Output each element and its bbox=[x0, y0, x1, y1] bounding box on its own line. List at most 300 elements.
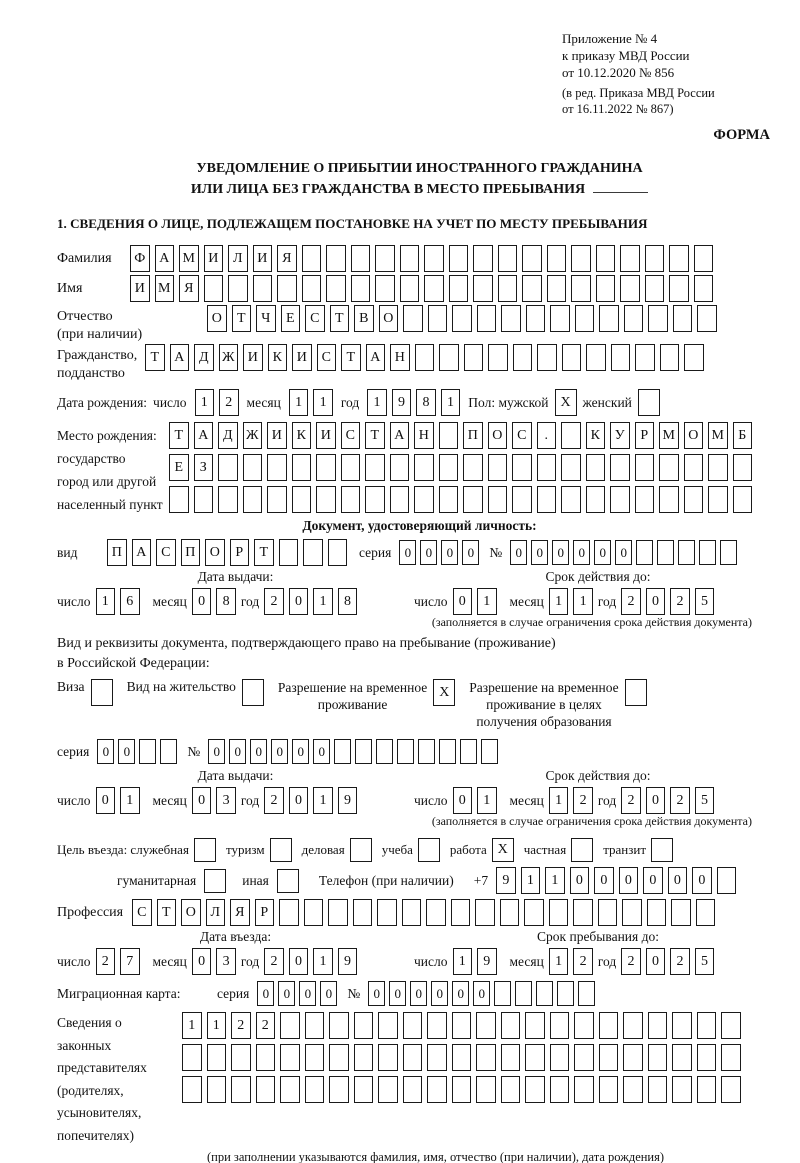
char-cell[interactable]: П bbox=[107, 539, 127, 566]
char-cell[interactable] bbox=[305, 1076, 325, 1103]
char-cell[interactable] bbox=[647, 899, 667, 926]
char-cell[interactable] bbox=[522, 275, 542, 302]
char-cell[interactable]: 5 bbox=[695, 588, 715, 615]
char-cell[interactable] bbox=[267, 486, 287, 513]
char-cell[interactable]: В bbox=[354, 305, 374, 332]
char-cell[interactable] bbox=[302, 275, 322, 302]
char-cell[interactable] bbox=[160, 739, 177, 764]
char-cell[interactable]: А bbox=[194, 422, 214, 449]
char-cell[interactable] bbox=[697, 305, 717, 332]
char-cell[interactable]: У bbox=[610, 422, 630, 449]
char-cell[interactable]: М bbox=[708, 422, 728, 449]
char-cell[interactable]: А bbox=[155, 245, 175, 272]
char-cell[interactable] bbox=[547, 245, 567, 272]
char-cell[interactable] bbox=[501, 1076, 521, 1103]
char-cell[interactable] bbox=[304, 899, 324, 926]
char-cell[interactable]: 0 bbox=[646, 588, 666, 615]
char-cell[interactable]: Т bbox=[169, 422, 189, 449]
char-cell[interactable]: 1 bbox=[549, 588, 569, 615]
char-cell[interactable] bbox=[648, 1076, 668, 1103]
char-cell[interactable] bbox=[402, 899, 422, 926]
char-cell[interactable]: А bbox=[390, 422, 410, 449]
char-cell[interactable]: Т bbox=[330, 305, 350, 332]
char-cell[interactable] bbox=[378, 1044, 398, 1071]
char-cell[interactable]: Я bbox=[179, 275, 199, 302]
char-cell[interactable] bbox=[427, 1044, 447, 1071]
char-cell[interactable] bbox=[403, 305, 423, 332]
char-cell[interactable] bbox=[207, 1044, 227, 1071]
edu-residence-checkbox[interactable] bbox=[625, 679, 647, 706]
char-cell[interactable] bbox=[279, 899, 299, 926]
char-cell[interactable] bbox=[684, 344, 704, 371]
char-cell[interactable] bbox=[697, 1076, 717, 1103]
char-cell[interactable] bbox=[524, 899, 544, 926]
char-cell[interactable] bbox=[243, 454, 263, 481]
char-cell[interactable] bbox=[292, 486, 312, 513]
char-cell[interactable]: П bbox=[181, 539, 201, 566]
char-cell[interactable]: 0 bbox=[399, 540, 416, 565]
char-cell[interactable]: И bbox=[204, 245, 224, 272]
char-cell[interactable] bbox=[586, 486, 606, 513]
char-cell[interactable] bbox=[672, 1076, 692, 1103]
char-cell[interactable] bbox=[645, 245, 665, 272]
char-cell[interactable] bbox=[473, 275, 493, 302]
char-cell[interactable]: К bbox=[586, 422, 606, 449]
char-cell[interactable] bbox=[375, 275, 395, 302]
char-cell[interactable] bbox=[659, 486, 679, 513]
char-cell[interactable]: 0 bbox=[668, 867, 688, 894]
char-cell[interactable]: 3 bbox=[216, 948, 236, 975]
char-cell[interactable] bbox=[403, 1044, 423, 1071]
char-cell[interactable] bbox=[599, 1076, 619, 1103]
char-cell[interactable] bbox=[561, 454, 581, 481]
char-cell[interactable] bbox=[303, 539, 323, 566]
char-cell[interactable] bbox=[512, 486, 532, 513]
char-cell[interactable] bbox=[596, 245, 616, 272]
char-cell[interactable]: 2 bbox=[573, 787, 593, 814]
char-cell[interactable] bbox=[669, 245, 689, 272]
char-cell[interactable]: 0 bbox=[692, 867, 712, 894]
char-cell[interactable] bbox=[550, 1012, 570, 1039]
char-cell[interactable]: 0 bbox=[292, 739, 309, 764]
char-cell[interactable]: 0 bbox=[229, 739, 246, 764]
char-cell[interactable]: 0 bbox=[570, 867, 590, 894]
char-cell[interactable] bbox=[414, 486, 434, 513]
char-cell[interactable] bbox=[292, 454, 312, 481]
char-cell[interactable]: 0 bbox=[573, 540, 590, 565]
char-cell[interactable] bbox=[253, 275, 273, 302]
char-cell[interactable]: 9 bbox=[338, 787, 358, 814]
char-cell[interactable] bbox=[279, 539, 299, 566]
char-cell[interactable] bbox=[648, 305, 668, 332]
purpose-work-checkbox[interactable]: X bbox=[492, 838, 514, 862]
char-cell[interactable] bbox=[326, 275, 346, 302]
char-cell[interactable]: Я bbox=[277, 245, 297, 272]
char-cell[interactable]: 0 bbox=[192, 948, 212, 975]
char-cell[interactable] bbox=[326, 245, 346, 272]
char-cell[interactable]: О bbox=[684, 422, 704, 449]
char-cell[interactable] bbox=[620, 275, 640, 302]
char-cell[interactable] bbox=[708, 486, 728, 513]
char-cell[interactable] bbox=[418, 739, 435, 764]
char-cell[interactable]: И bbox=[292, 344, 312, 371]
char-cell[interactable] bbox=[620, 245, 640, 272]
char-cell[interactable]: О bbox=[488, 422, 508, 449]
char-cell[interactable]: И bbox=[243, 344, 263, 371]
char-cell[interactable] bbox=[334, 739, 351, 764]
purpose-other-checkbox[interactable] bbox=[277, 869, 299, 893]
char-cell[interactable] bbox=[599, 305, 619, 332]
char-cell[interactable] bbox=[354, 1076, 374, 1103]
purpose-tourism-checkbox[interactable] bbox=[270, 838, 292, 862]
char-cell[interactable]: П bbox=[463, 422, 483, 449]
char-cell[interactable]: 9 bbox=[477, 948, 497, 975]
char-cell[interactable]: 0 bbox=[118, 739, 135, 764]
char-cell[interactable] bbox=[515, 981, 532, 1006]
char-cell[interactable]: 1 bbox=[182, 1012, 202, 1039]
char-cell[interactable] bbox=[463, 454, 483, 481]
char-cell[interactable]: С bbox=[512, 422, 532, 449]
char-cell[interactable] bbox=[375, 245, 395, 272]
char-cell[interactable]: Л bbox=[228, 245, 248, 272]
char-cell[interactable] bbox=[501, 1044, 521, 1071]
char-cell[interactable] bbox=[648, 1044, 668, 1071]
char-cell[interactable] bbox=[537, 344, 557, 371]
char-cell[interactable] bbox=[449, 245, 469, 272]
char-cell[interactable] bbox=[733, 486, 753, 513]
char-cell[interactable]: 1 bbox=[207, 1012, 227, 1039]
char-cell[interactable]: 0 bbox=[257, 981, 274, 1006]
char-cell[interactable]: Т bbox=[254, 539, 274, 566]
char-cell[interactable] bbox=[648, 1012, 668, 1039]
char-cell[interactable] bbox=[439, 739, 456, 764]
char-cell[interactable] bbox=[400, 275, 420, 302]
char-cell[interactable]: 2 bbox=[231, 1012, 251, 1039]
char-cell[interactable]: Ж bbox=[219, 344, 239, 371]
char-cell[interactable] bbox=[169, 486, 189, 513]
char-cell[interactable]: 0 bbox=[453, 787, 473, 814]
char-cell[interactable]: 1 bbox=[477, 787, 497, 814]
char-cell[interactable] bbox=[397, 739, 414, 764]
char-cell[interactable] bbox=[414, 454, 434, 481]
char-cell[interactable] bbox=[547, 275, 567, 302]
char-cell[interactable]: 5 bbox=[695, 948, 715, 975]
char-cell[interactable]: 1 bbox=[313, 787, 333, 814]
char-cell[interactable] bbox=[316, 486, 336, 513]
char-cell[interactable]: 0 bbox=[453, 588, 473, 615]
char-cell[interactable]: К bbox=[268, 344, 288, 371]
char-cell[interactable]: 7 bbox=[120, 948, 140, 975]
male-checkbox[interactable]: X bbox=[555, 389, 577, 416]
char-cell[interactable] bbox=[256, 1044, 276, 1071]
char-cell[interactable] bbox=[549, 899, 569, 926]
char-cell[interactable] bbox=[218, 486, 238, 513]
char-cell[interactable]: 6 bbox=[120, 588, 140, 615]
char-cell[interactable]: И bbox=[253, 245, 273, 272]
char-cell[interactable] bbox=[598, 899, 618, 926]
char-cell[interactable]: 9 bbox=[496, 867, 516, 894]
char-cell[interactable]: Я bbox=[230, 899, 250, 926]
char-cell[interactable]: 2 bbox=[256, 1012, 276, 1039]
char-cell[interactable]: Е bbox=[169, 454, 189, 481]
char-cell[interactable]: 0 bbox=[96, 787, 116, 814]
char-cell[interactable]: Т bbox=[365, 422, 385, 449]
char-cell[interactable] bbox=[611, 344, 631, 371]
visa-checkbox[interactable] bbox=[91, 679, 113, 706]
char-cell[interactable] bbox=[329, 1012, 349, 1039]
char-cell[interactable] bbox=[578, 981, 595, 1006]
char-cell[interactable] bbox=[302, 245, 322, 272]
char-cell[interactable] bbox=[231, 1076, 251, 1103]
char-cell[interactable]: Р bbox=[255, 899, 275, 926]
char-cell[interactable]: 1 bbox=[367, 389, 387, 416]
char-cell[interactable] bbox=[550, 305, 570, 332]
char-cell[interactable] bbox=[354, 1012, 374, 1039]
char-cell[interactable]: Е bbox=[281, 305, 301, 332]
char-cell[interactable] bbox=[537, 486, 557, 513]
char-cell[interactable] bbox=[635, 486, 655, 513]
char-cell[interactable] bbox=[376, 739, 393, 764]
char-cell[interactable]: Д bbox=[218, 422, 238, 449]
char-cell[interactable] bbox=[721, 1044, 741, 1071]
char-cell[interactable] bbox=[351, 275, 371, 302]
char-cell[interactable] bbox=[351, 245, 371, 272]
char-cell[interactable]: О bbox=[379, 305, 399, 332]
char-cell[interactable] bbox=[498, 245, 518, 272]
char-cell[interactable] bbox=[696, 899, 716, 926]
char-cell[interactable] bbox=[596, 275, 616, 302]
char-cell[interactable]: 2 bbox=[621, 948, 641, 975]
char-cell[interactable] bbox=[355, 739, 372, 764]
char-cell[interactable]: 2 bbox=[621, 787, 641, 814]
char-cell[interactable] bbox=[571, 275, 591, 302]
char-cell[interactable]: Т bbox=[157, 899, 177, 926]
char-cell[interactable] bbox=[378, 1076, 398, 1103]
char-cell[interactable] bbox=[277, 275, 297, 302]
char-cell[interactable] bbox=[708, 454, 728, 481]
char-cell[interactable] bbox=[328, 539, 348, 566]
char-cell[interactable] bbox=[329, 1076, 349, 1103]
char-cell[interactable] bbox=[365, 486, 385, 513]
char-cell[interactable]: 0 bbox=[594, 867, 614, 894]
char-cell[interactable]: 0 bbox=[192, 787, 212, 814]
char-cell[interactable] bbox=[353, 899, 373, 926]
char-cell[interactable] bbox=[586, 344, 606, 371]
char-cell[interactable]: 2 bbox=[264, 787, 284, 814]
char-cell[interactable] bbox=[476, 1044, 496, 1071]
char-cell[interactable]: 8 bbox=[338, 588, 358, 615]
char-cell[interactable] bbox=[424, 245, 444, 272]
char-cell[interactable] bbox=[550, 1076, 570, 1103]
char-cell[interactable] bbox=[305, 1044, 325, 1071]
char-cell[interactable] bbox=[316, 454, 336, 481]
char-cell[interactable] bbox=[550, 1044, 570, 1071]
char-cell[interactable] bbox=[400, 245, 420, 272]
purpose-study-checkbox[interactable] bbox=[418, 838, 440, 862]
char-cell[interactable] bbox=[526, 305, 546, 332]
char-cell[interactable] bbox=[571, 245, 591, 272]
char-cell[interactable] bbox=[464, 344, 484, 371]
char-cell[interactable] bbox=[439, 422, 459, 449]
char-cell[interactable]: С bbox=[305, 305, 325, 332]
char-cell[interactable] bbox=[378, 1012, 398, 1039]
char-cell[interactable]: М bbox=[155, 275, 175, 302]
female-checkbox[interactable] bbox=[638, 389, 660, 416]
char-cell[interactable]: И bbox=[267, 422, 287, 449]
char-cell[interactable] bbox=[586, 454, 606, 481]
char-cell[interactable]: О bbox=[205, 539, 225, 566]
char-cell[interactable] bbox=[537, 454, 557, 481]
char-cell[interactable]: 1 bbox=[195, 389, 215, 416]
char-cell[interactable] bbox=[460, 739, 477, 764]
char-cell[interactable]: А bbox=[170, 344, 190, 371]
char-cell[interactable]: 0 bbox=[510, 540, 527, 565]
char-cell[interactable] bbox=[660, 344, 680, 371]
char-cell[interactable]: 0 bbox=[208, 739, 225, 764]
char-cell[interactable] bbox=[645, 275, 665, 302]
char-cell[interactable]: . bbox=[537, 422, 557, 449]
char-cell[interactable]: Л bbox=[206, 899, 226, 926]
char-cell[interactable] bbox=[182, 1044, 202, 1071]
char-cell[interactable]: 8 bbox=[216, 588, 236, 615]
char-cell[interactable] bbox=[439, 454, 459, 481]
char-cell[interactable] bbox=[207, 1076, 227, 1103]
char-cell[interactable]: Р bbox=[230, 539, 250, 566]
char-cell[interactable] bbox=[500, 899, 520, 926]
char-cell[interactable] bbox=[426, 899, 446, 926]
char-cell[interactable]: 0 bbox=[619, 867, 639, 894]
char-cell[interactable] bbox=[669, 275, 689, 302]
char-cell[interactable]: Н bbox=[414, 422, 434, 449]
char-cell[interactable]: 0 bbox=[271, 739, 288, 764]
char-cell[interactable] bbox=[427, 1076, 447, 1103]
char-cell[interactable]: 0 bbox=[531, 540, 548, 565]
char-cell[interactable] bbox=[697, 1044, 717, 1071]
char-cell[interactable] bbox=[659, 454, 679, 481]
char-cell[interactable] bbox=[573, 899, 593, 926]
char-cell[interactable]: 0 bbox=[473, 981, 490, 1006]
char-cell[interactable] bbox=[624, 305, 644, 332]
char-cell[interactable]: 5 bbox=[695, 787, 715, 814]
char-cell[interactable]: Т bbox=[232, 305, 252, 332]
char-cell[interactable]: 2 bbox=[96, 948, 116, 975]
char-cell[interactable] bbox=[562, 344, 582, 371]
char-cell[interactable]: 0 bbox=[320, 981, 337, 1006]
char-cell[interactable]: З bbox=[194, 454, 214, 481]
char-cell[interactable]: 0 bbox=[431, 981, 448, 1006]
char-cell[interactable]: 1 bbox=[477, 588, 497, 615]
purpose-business-checkbox[interactable] bbox=[350, 838, 372, 862]
char-cell[interactable] bbox=[354, 1044, 374, 1071]
char-cell[interactable]: 1 bbox=[549, 787, 569, 814]
char-cell[interactable] bbox=[473, 245, 493, 272]
char-cell[interactable] bbox=[451, 899, 471, 926]
char-cell[interactable]: Т bbox=[341, 344, 361, 371]
purpose-humanitarian-checkbox[interactable] bbox=[204, 869, 226, 893]
char-cell[interactable]: 0 bbox=[289, 588, 309, 615]
char-cell[interactable]: 1 bbox=[545, 867, 565, 894]
char-cell[interactable]: 1 bbox=[441, 389, 461, 416]
char-cell[interactable] bbox=[733, 454, 753, 481]
char-cell[interactable] bbox=[697, 1012, 717, 1039]
char-cell[interactable]: Б bbox=[733, 422, 753, 449]
char-cell[interactable]: И bbox=[130, 275, 150, 302]
char-cell[interactable] bbox=[182, 1076, 202, 1103]
char-cell[interactable] bbox=[721, 1012, 741, 1039]
char-cell[interactable]: 0 bbox=[452, 981, 469, 1006]
char-cell[interactable]: 0 bbox=[410, 981, 427, 1006]
char-cell[interactable]: Ж bbox=[243, 422, 263, 449]
char-cell[interactable]: 1 bbox=[289, 389, 309, 416]
char-cell[interactable] bbox=[574, 1012, 594, 1039]
char-cell[interactable]: 0 bbox=[299, 981, 316, 1006]
char-cell[interactable] bbox=[463, 486, 483, 513]
char-cell[interactable] bbox=[476, 1076, 496, 1103]
char-cell[interactable]: А bbox=[366, 344, 386, 371]
char-cell[interactable] bbox=[267, 454, 287, 481]
char-cell[interactable] bbox=[139, 739, 156, 764]
char-cell[interactable] bbox=[622, 899, 642, 926]
char-cell[interactable]: М bbox=[179, 245, 199, 272]
char-cell[interactable]: С bbox=[132, 899, 152, 926]
char-cell[interactable]: К bbox=[292, 422, 312, 449]
char-cell[interactable]: 0 bbox=[420, 540, 437, 565]
char-cell[interactable] bbox=[341, 454, 361, 481]
char-cell[interactable] bbox=[439, 344, 459, 371]
char-cell[interactable] bbox=[635, 454, 655, 481]
char-cell[interactable] bbox=[449, 275, 469, 302]
char-cell[interactable] bbox=[475, 899, 495, 926]
purpose-private-checkbox[interactable] bbox=[571, 838, 593, 862]
char-cell[interactable] bbox=[439, 486, 459, 513]
char-cell[interactable]: 0 bbox=[615, 540, 632, 565]
char-cell[interactable] bbox=[194, 486, 214, 513]
char-cell[interactable] bbox=[280, 1076, 300, 1103]
char-cell[interactable] bbox=[341, 486, 361, 513]
char-cell[interactable]: 0 bbox=[250, 739, 267, 764]
char-cell[interactable] bbox=[657, 540, 674, 565]
char-cell[interactable] bbox=[536, 981, 553, 1006]
char-cell[interactable] bbox=[403, 1076, 423, 1103]
char-cell[interactable] bbox=[481, 739, 498, 764]
char-cell[interactable]: 2 bbox=[670, 787, 690, 814]
char-cell[interactable]: 1 bbox=[521, 867, 541, 894]
char-cell[interactable] bbox=[636, 540, 653, 565]
char-cell[interactable] bbox=[678, 540, 695, 565]
char-cell[interactable] bbox=[427, 1012, 447, 1039]
char-cell[interactable]: 1 bbox=[573, 588, 593, 615]
char-cell[interactable] bbox=[218, 454, 238, 481]
char-cell[interactable]: 1 bbox=[313, 948, 333, 975]
char-cell[interactable] bbox=[684, 486, 704, 513]
char-cell[interactable] bbox=[721, 1076, 741, 1103]
char-cell[interactable] bbox=[501, 1012, 521, 1039]
char-cell[interactable] bbox=[256, 1076, 276, 1103]
char-cell[interactable] bbox=[498, 275, 518, 302]
char-cell[interactable]: 0 bbox=[368, 981, 385, 1006]
char-cell[interactable] bbox=[525, 1012, 545, 1039]
char-cell[interactable] bbox=[673, 305, 693, 332]
char-cell[interactable] bbox=[684, 454, 704, 481]
char-cell[interactable]: 0 bbox=[643, 867, 663, 894]
char-cell[interactable] bbox=[525, 1044, 545, 1071]
char-cell[interactable]: 2 bbox=[264, 948, 284, 975]
char-cell[interactable] bbox=[512, 454, 532, 481]
char-cell[interactable] bbox=[623, 1076, 643, 1103]
char-cell[interactable] bbox=[623, 1012, 643, 1039]
char-cell[interactable]: Ф bbox=[130, 245, 150, 272]
char-cell[interactable]: О bbox=[207, 305, 227, 332]
